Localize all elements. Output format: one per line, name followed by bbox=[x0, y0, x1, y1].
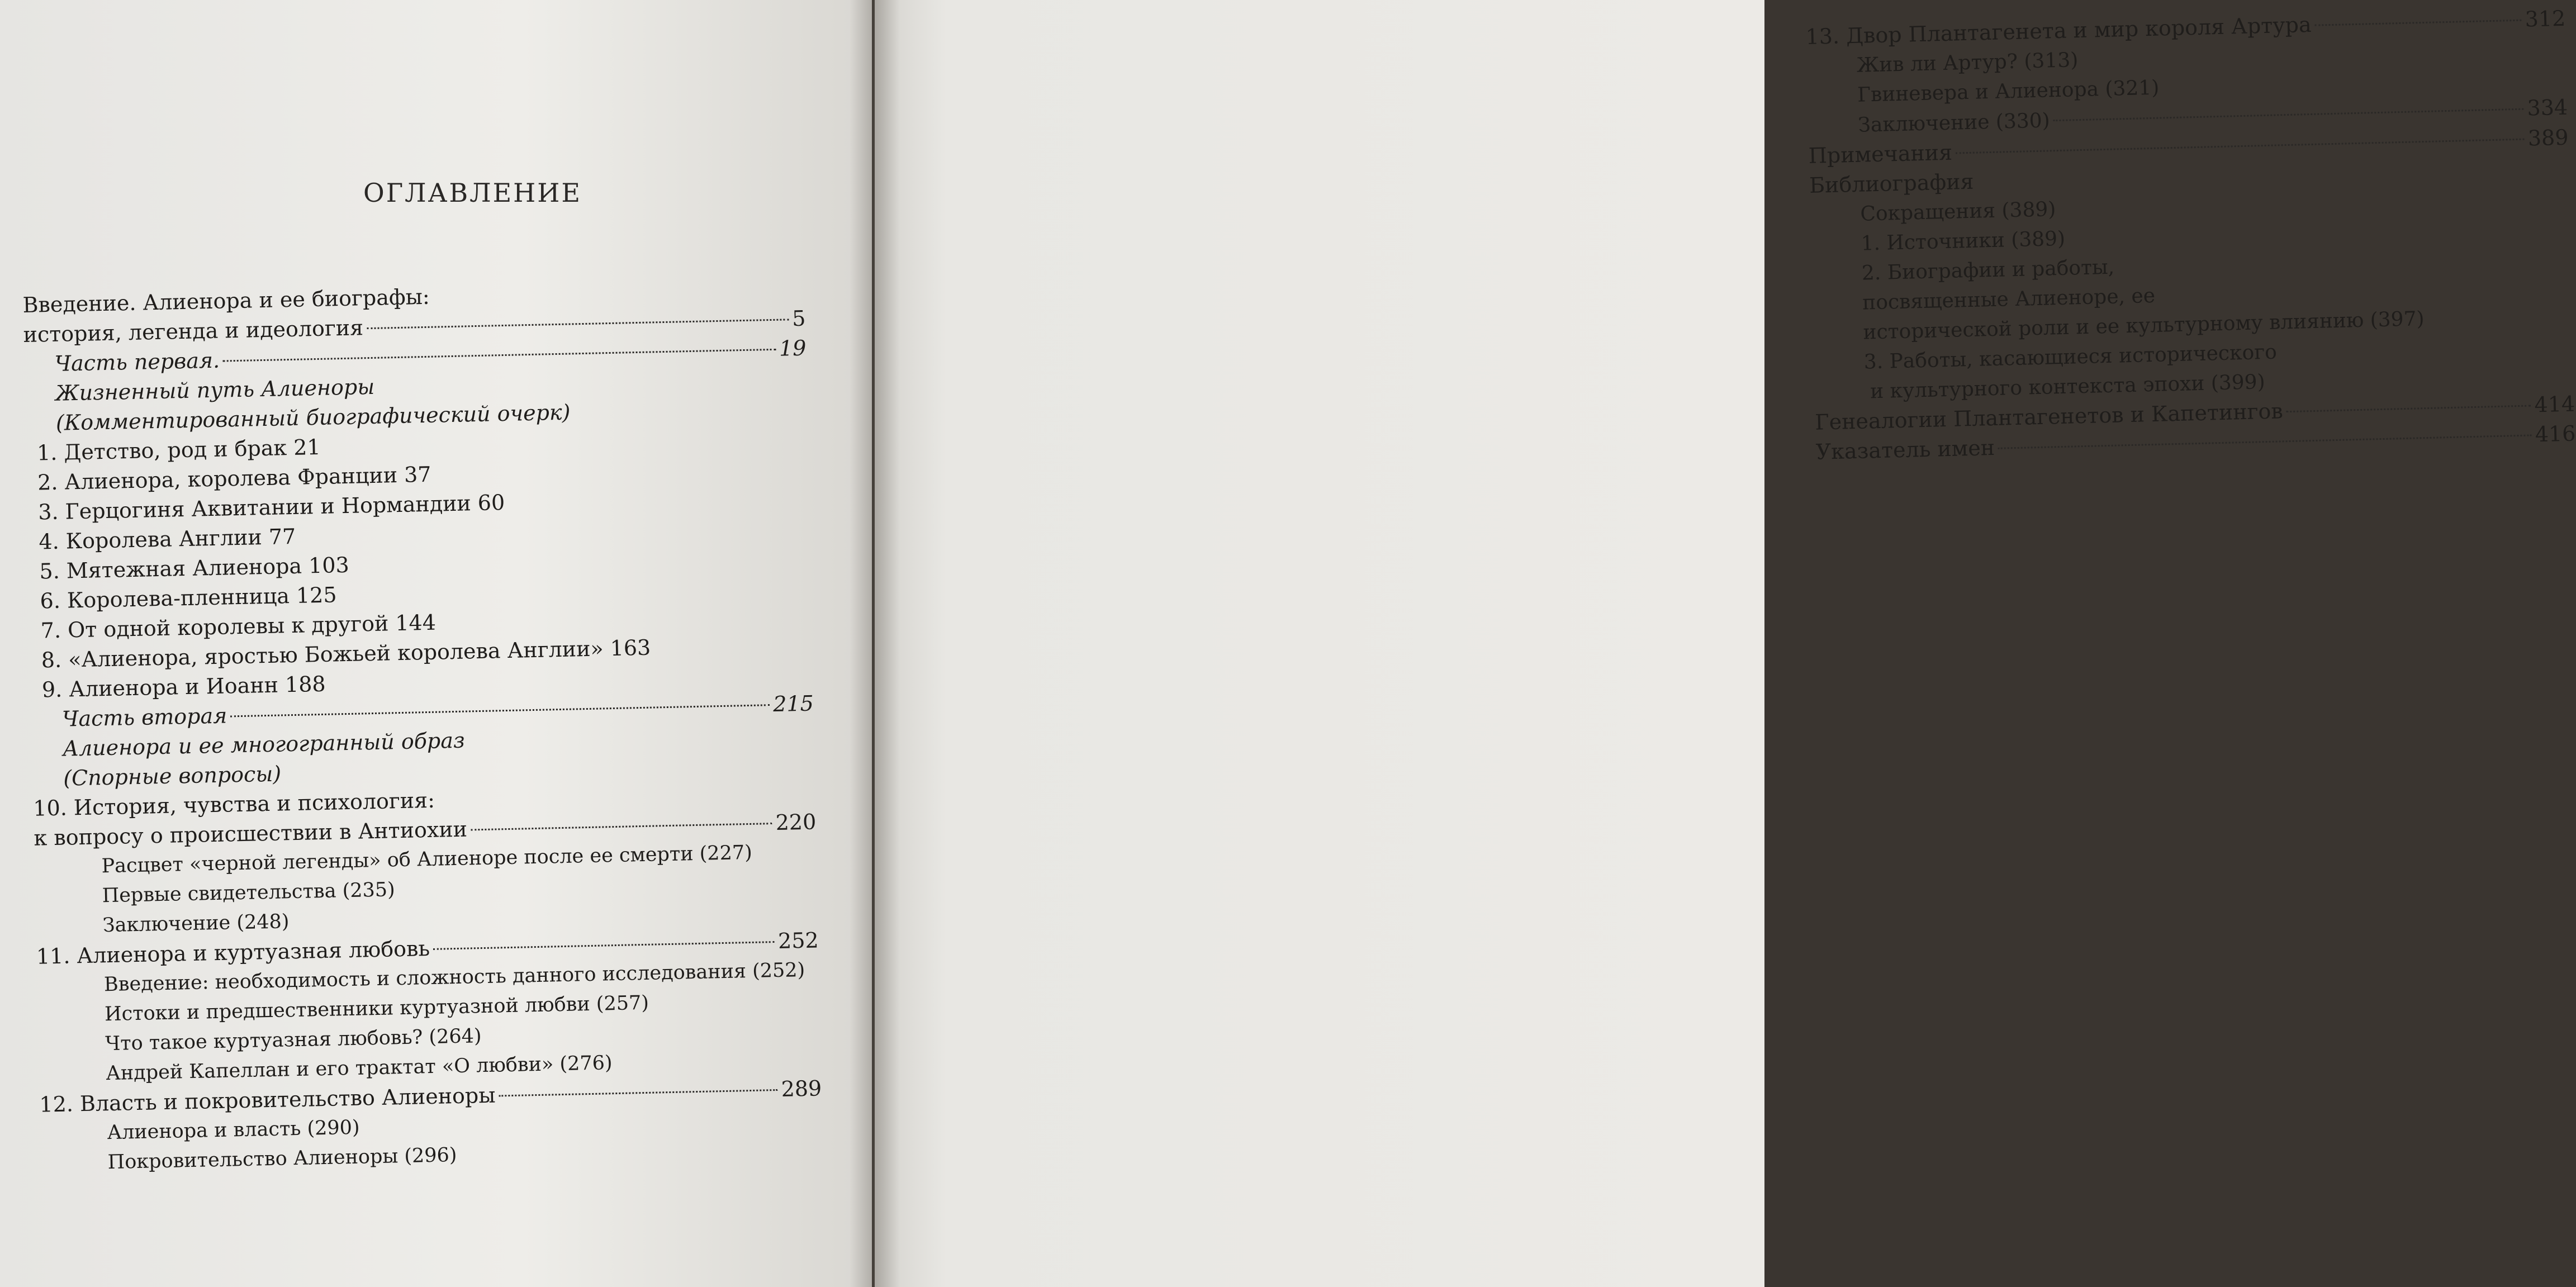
toc-subsection: Введение: необходимость и сложность данного исследования (252) bbox=[103, 958, 805, 996]
toc-subsection: посвященные Алиеноре, ее bbox=[1862, 284, 2156, 315]
toc-chapter-2: 2. Алиенора, королева Франции 37 bbox=[37, 462, 431, 495]
page-number: 19 bbox=[779, 335, 807, 361]
toc-chapter-10-line2: к вопросу о происшествии в Антиохии 220 bbox=[34, 807, 817, 853]
toc-entry-part1: Часть первая. 19 bbox=[23, 334, 807, 379]
toc-genealogies: Генеалогии Плантагенетов и Капетингов 414 bbox=[1815, 390, 2575, 438]
book-gutter bbox=[850, 0, 900, 1287]
toc-chapter-9: 9. Алиенора и Иоанн 188 bbox=[41, 671, 326, 702]
right-page bbox=[875, 0, 2576, 1287]
toc-subsection: и культурного контекста эпохи (399) bbox=[1870, 371, 2266, 403]
page-number: 5 bbox=[791, 306, 806, 331]
toc-subsection: 2. Биографии и работы, bbox=[1861, 255, 2115, 285]
page-number: 289 bbox=[781, 1076, 822, 1101]
dot-leader bbox=[2315, 20, 2522, 26]
toc-heading: ОГЛАВЛЕНИЕ bbox=[363, 178, 582, 208]
dot-leader bbox=[230, 704, 770, 717]
toc-subsection: Расцвет «черной легенды» об Алиеноре после ее смерти (227) bbox=[101, 841, 753, 878]
toc-bibliography: Библиография bbox=[1809, 169, 1975, 198]
toc-chapter-5: 5. Мятежная Алиенора 103 bbox=[39, 552, 350, 584]
toc-chapter-10-line1: 10. История, чувства и психология: bbox=[32, 787, 435, 821]
toc-subsection: Что такое куртуазная любовь? (264) bbox=[105, 1025, 482, 1056]
dot-leader bbox=[1956, 139, 2525, 154]
page-number: 252 bbox=[777, 928, 819, 953]
toc-subsection: Андрей Капеллан и его трактат «О любви» (276) bbox=[105, 1052, 613, 1085]
toc-subsection: Гвиневера и Алиенора (321) bbox=[1857, 76, 2160, 107]
page-number: 389 bbox=[2527, 125, 2569, 151]
toc-chapter-12: 12. Власть и покровительство Алиеноры 289 bbox=[39, 1074, 822, 1119]
toc-subsection: Истоки и предшественники куртуазной любви (257) bbox=[104, 991, 649, 1026]
toc-notes: Примечания 389 bbox=[1808, 123, 2569, 171]
toc-chapter-1: 1. Детство, род и брак 21 bbox=[36, 434, 321, 466]
page-number: 312 bbox=[2525, 6, 2566, 32]
toc-chapter-3: 3. Герцогиня Аквитании и Нормандии 60 bbox=[37, 490, 505, 525]
toc-subsection: Алиенора и власть (290) bbox=[107, 1116, 360, 1144]
toc-subsection: Покровительство Алиеноры (296) bbox=[107, 1144, 457, 1174]
dot-leader bbox=[1998, 434, 2532, 449]
toc-right-column bbox=[1805, 4, 2576, 467]
toc-entry-intro-line1: Введение. Алиенора и ее биографы: bbox=[22, 284, 430, 317]
toc-chapter-11: 11. Алиенора и куртуазная любовь 252 bbox=[36, 925, 819, 971]
dot-leader bbox=[2286, 405, 2531, 412]
dot-leader bbox=[471, 823, 772, 830]
toc-subsection: 1. Источники (389) bbox=[1861, 227, 2066, 255]
dot-leader bbox=[223, 349, 776, 362]
toc-index: Указатель имен 416 bbox=[1815, 419, 2576, 467]
toc-subsection: Жив ли Артур? (313) bbox=[1856, 49, 2079, 77]
dot-leader bbox=[499, 1089, 777, 1096]
page-number: 220 bbox=[775, 809, 817, 835]
toc-subsection: Первые свидетельства (235) bbox=[102, 878, 396, 908]
page-number: 334 bbox=[2527, 94, 2568, 121]
dot-leader bbox=[433, 941, 775, 950]
left-page bbox=[0, 0, 872, 1287]
page-number: 414 bbox=[2534, 391, 2575, 417]
toc-subsection: исторической роли и ее культурному влиянию (397) bbox=[1863, 307, 2425, 344]
toc-part2-title: Алиенора и ее многогранный образ bbox=[62, 728, 466, 761]
toc-subsection: Заключение (248) bbox=[102, 910, 290, 937]
dot-leader bbox=[2053, 108, 2524, 122]
toc-chapter-4: 4. Королева Англии 77 bbox=[38, 524, 296, 554]
page-number: 416 bbox=[2535, 421, 2576, 447]
toc-left-column bbox=[22, 274, 823, 1179]
page-number: 215 bbox=[772, 691, 814, 717]
toc-part2-subtitle: (Спорные вопросы) bbox=[63, 761, 282, 791]
toc-entry-part2: Часть вторая 215 bbox=[31, 689, 814, 735]
toc-conclusion: Заключение (330) 334 bbox=[1808, 93, 2568, 141]
toc-part1-title: Жизненный путь Алиеноры bbox=[55, 374, 375, 406]
toc-chapter-13: 13. Двор Плантагенета и мир короля Артура 312 bbox=[1805, 4, 2566, 52]
toc-subsection: 3. Работы, касающиеся исторического bbox=[1863, 340, 2278, 374]
toc-entry-intro-line2: история, легенда и идеология 5 bbox=[23, 304, 806, 350]
toc-part1-subtitle: (Комментированный биографический очерк) bbox=[55, 400, 571, 435]
toc-chapter-7: 7. От одной королевы к другой 144 bbox=[40, 610, 437, 643]
toc-subsection: Сокращения (389) bbox=[1859, 198, 2056, 226]
toc-chapter-8: 8. «Алиенора, яростью Божьей королева Англии» 163 bbox=[41, 635, 651, 673]
dot-leader bbox=[367, 319, 789, 329]
toc-chapter-6: 6. Королева-пленница 125 bbox=[40, 582, 337, 614]
